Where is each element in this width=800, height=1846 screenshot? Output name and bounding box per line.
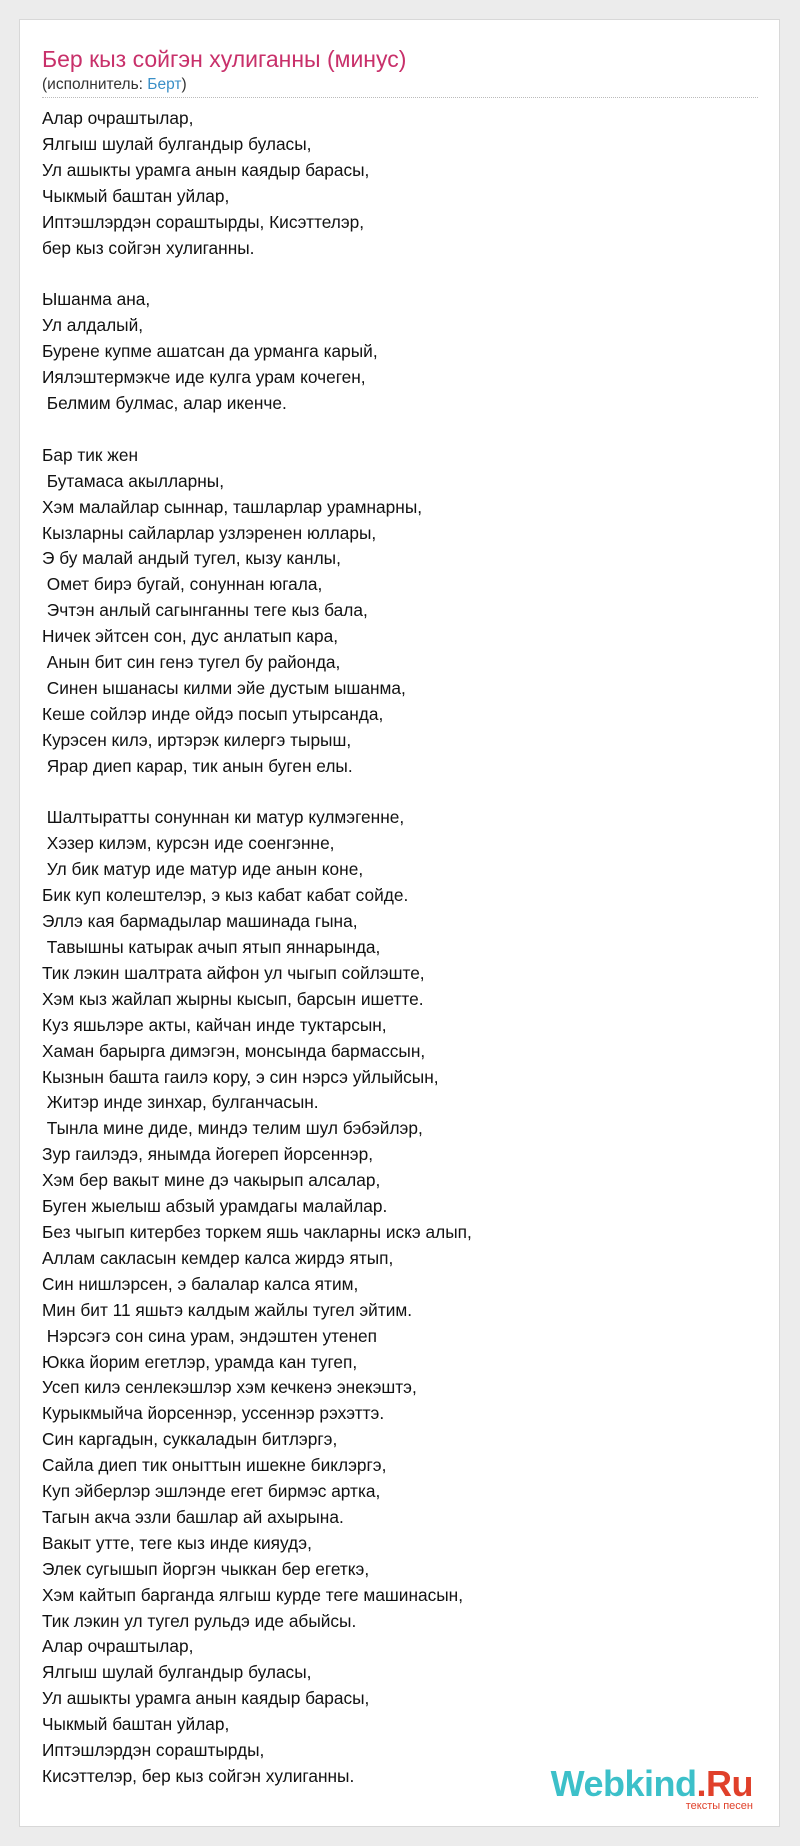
lyrics-line: Ялгыш шулай булгандыр буласы, <box>42 1662 312 1683</box>
lyrics-line: Иптэшлэрдэн сораштырды, <box>42 1740 265 1761</box>
logo-part-2: .Ru <box>696 1763 753 1804</box>
lyrics-line: Э бу малай андый тугел, кызу канлы, <box>42 548 341 569</box>
lyrics-line: Тавышны катырак ачып ятып яннарында, <box>42 937 381 957</box>
artist-suffix: ) <box>181 76 187 93</box>
lyrics-line: Синен ышанасы килми эйе дустым ышанма, <box>42 677 406 698</box>
lyrics-line: Буген жыелыш абзый урамдагы малайлар. <box>42 1196 388 1217</box>
lyrics-line: Ышанма ана, <box>42 289 151 310</box>
lyrics-line: Курэсен килэ, иртэрэк килергэ тырыш, <box>42 729 352 750</box>
lyrics-line: Кызнын башта гаилэ кору, э син нэрсэ уйлыйсын, <box>42 1066 439 1087</box>
lyrics-line: Курыкмыйча йорсеннэр, уссеннэр рэхэттэ. <box>42 1403 385 1424</box>
lyrics-blank-line <box>42 261 762 287</box>
lyrics-line: Ничек эйтсен сон, дус анлатып кара, <box>42 626 339 647</box>
lyrics-line: Мин бит 11 яшьтэ калдым жайлы тугел эйтим. <box>42 1299 413 1320</box>
lyrics-line: Бурене купме ашатсан да урманга карый, <box>42 341 378 362</box>
lyrics-line: Без чыгып китербез торкем яшь чакларны искэ алып, <box>42 1221 472 1242</box>
artist-link[interactable]: Берт <box>147 76 182 93</box>
lyrics-line: Алар очраштылар, <box>42 1636 194 1657</box>
lyrics-line: Тынла мине диде, миндэ телим шул бэбэйлэр, <box>42 1118 423 1139</box>
artist-prefix: (исполнитель: <box>42 76 148 93</box>
lyrics-line: Иялэштермэкче иде кулга урам кочеген, <box>42 367 366 388</box>
lyrics-line: Кисэттелэр, бер кыз сойгэн хулиганны. <box>42 1766 355 1786</box>
lyrics-line: Ул ашыкты урамга анын каядыр барасы, <box>42 1688 370 1709</box>
lyrics-line: Элек сугышып йоргэн чыккан бер егеткэ, <box>42 1558 370 1579</box>
lyrics-line: Хэм кайтып барганда ялгыш курде теге машинасын, <box>42 1584 464 1605</box>
lyrics-line: Белмим булмас, алар икенче. <box>42 392 287 413</box>
lyrics-line: Хаман барырга димэгэн, монсында бармассын, <box>42 1040 426 1061</box>
lyrics-line: Чыкмый баштан уйлар, <box>42 185 230 206</box>
lyrics-line: Ялгыш шулай булгандыр буласы, <box>42 133 312 154</box>
logo-wordmark <box>551 1765 753 1803</box>
lyrics-line: Ул алдалый, <box>42 315 144 336</box>
lyrics-line: Хэм малайлар сыннар, ташларлар урамнарны, <box>42 496 423 517</box>
lyrics-line: Кызларны сайларлар узлэренен юллары, <box>42 522 377 543</box>
page-title: Бер кыз сойгэн хулиганны (минус) <box>42 46 407 72</box>
artist-line <box>42 75 187 95</box>
lyrics-line: Эчтэн анлый сагынганны теге кыз бала, <box>42 600 368 621</box>
lyrics-line: Аллам сакласын кемдер калса жирдэ ятып, <box>42 1247 394 1268</box>
lyrics-line: Тагын акча эзли башлар ай ахырына. <box>42 1506 344 1527</box>
lyrics-line: Алар очраштылар, <box>42 108 194 128</box>
lyrics-line: Шалтыратты сонуннан ки матур кулмэгенне, <box>42 807 405 828</box>
lyrics-line: Чыкмый баштан уйлар, <box>42 1714 230 1735</box>
lyrics-line: Бутамаса акылларны, <box>42 470 225 491</box>
lyrics-line: Ул бик матур иде матур иде анын коне, <box>42 859 364 880</box>
lyrics-line: бер кыз сойгэн хулиганны. <box>42 237 255 258</box>
lyrics-line: Хэм бер вакыт мине дэ чакырып алсалар, <box>42 1170 381 1191</box>
lyrics-line: Куп эйберлэр эшлэнде егет бирмэс артка, <box>42 1481 381 1502</box>
lyrics-line: Эллэ кая бармадылар машинада гына, <box>42 911 358 932</box>
lyrics-blank-line <box>42 780 762 806</box>
lyrics-line: Син нишлэрсен, э балалар калса ятим, <box>42 1273 359 1294</box>
lyrics-line: Куз яшьлэре акты, кайчан инде туктарсын, <box>42 1014 387 1035</box>
lyrics-line: Тик лэкин ул тугел рульдэ иде абыйсы. <box>42 1610 357 1631</box>
logo-tagline: тексты песен <box>685 1800 753 1812</box>
lyrics-line: Ярар диеп карар, тик анын буген елы. <box>42 755 353 776</box>
lyrics-text <box>42 106 762 1790</box>
lyrics-line: Омет бирэ бугай, сонуннан югала, <box>42 574 323 595</box>
lyrics-line: Син каргадын, суккаладын битлэргэ, <box>42 1429 338 1450</box>
lyrics-line: Вакыт утте, теге кыз инде кияудэ, <box>42 1532 312 1553</box>
webkind-logo[interactable] <box>551 1765 753 1812</box>
lyrics-line: Анын бит син генэ тугел бу районда, <box>42 652 341 673</box>
lyrics-line: Кеше сойлэр инде ойдэ посып утырсанда, <box>42 703 384 724</box>
lyrics-line: Бар тик жен <box>42 444 139 465</box>
divider <box>42 97 758 98</box>
lyrics-line: Ул ашыкты урамга анын каядыр барасы, <box>42 159 370 180</box>
lyrics-line: Усеп килэ сенлекэшлэр хэм кечкенэ энекэштэ, <box>42 1377 417 1398</box>
lyrics-blank-line <box>42 417 762 443</box>
lyrics-line: Юкка йорим егетлэр, урамда кан тугеп, <box>42 1351 358 1372</box>
logo-part-1: Webkind <box>550 1763 697 1804</box>
lyrics-line: Тик лэкин шалтрата айфон ул чыгып сойлэште, <box>42 962 425 983</box>
lyrics-line: Хэзер килэм, курсэн иде соенгэнне, <box>42 833 335 854</box>
lyrics-line: Нэрсэгэ сон сина урам, эндэштен утенеп <box>42 1325 377 1346</box>
lyrics-line: Иптэшлэрдэн сораштырды, Кисэттелэр, <box>42 211 365 232</box>
lyrics-line: Сайла диеп тик оныттын ишекне биклэргэ, <box>42 1455 387 1476</box>
lyrics-line: Хэм кыз жайлап жырны кысып, барсын ишетте. <box>42 988 424 1009</box>
lyrics-line: Житэр инде зинхар, булганчасын. <box>42 1092 319 1113</box>
lyrics-line: Бик куп колештелэр, э кыз кабат кабат сойде. <box>42 885 409 906</box>
lyrics-line: Зур гаилэдэ, янымда йогереп йорсеннэр, <box>42 1144 374 1165</box>
lyrics-page <box>19 19 780 1827</box>
